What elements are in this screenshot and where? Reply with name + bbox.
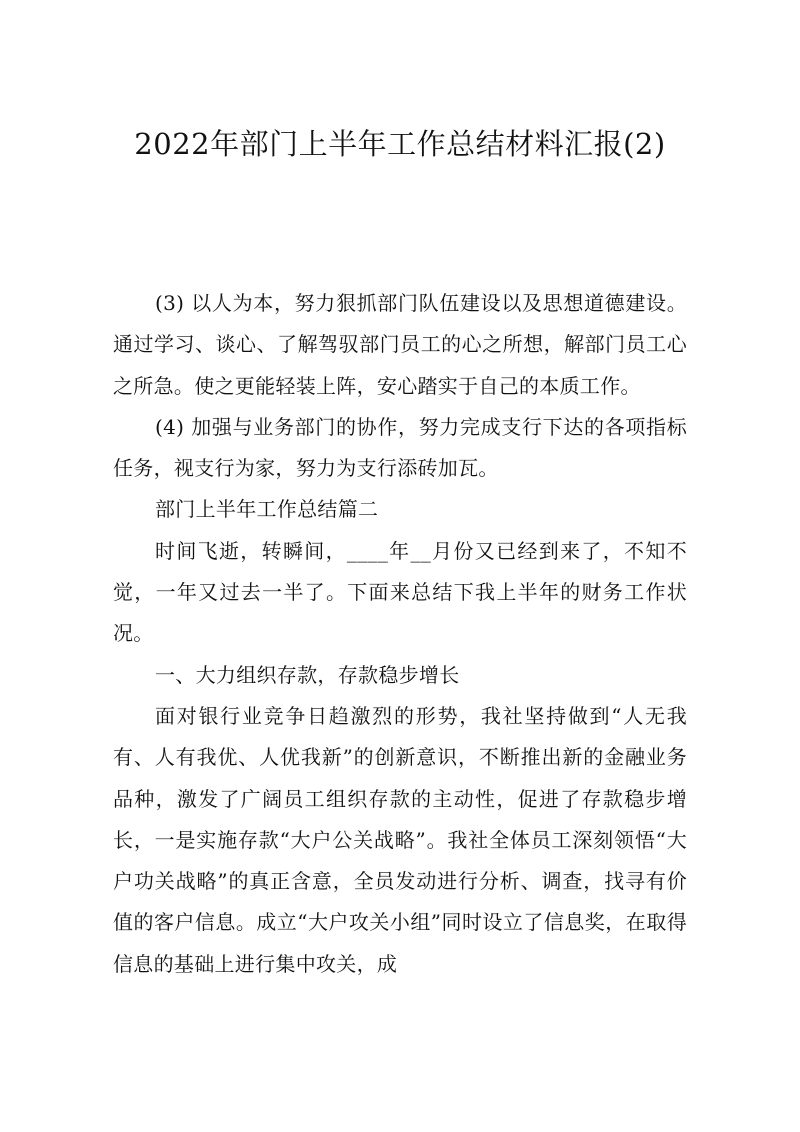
paragraph-1: (3) 以人为本，努力狠抓部门队伍建设以及思想道德建设。通过学习、谈心、了解驾驭部门员工的心之所想，解部门员工心之所急。使之更能轻装上阵，安心踏实于自己的本质工作。	[113, 291, 687, 398]
section-heading: 部门上半年工作总结篇二	[155, 497, 379, 522]
paragraph-2: (4) 加强与业务部门的协作，努力完成支行下达的各项指标任务，视支行为家，努力为支行添砖加瓦。	[113, 414, 687, 481]
document-title: 2022年部门上半年工作总结材料汇报(2)	[134, 127, 666, 161]
document-body	[113, 283, 687, 985]
paragraph-3: 时间飞逝，转瞬间，____年__月份又已经到来了，不知不觉，一年又过去一半了。下面来总结下我上半年的财务工作状况。	[113, 538, 687, 646]
subsection-heading: 一、大力组织存款，存款稳步增长	[155, 662, 460, 687]
paragraph-4: 面对银行业竞争日趋激烈的形势，我社坚持做到“人无我有、人有我优、人优我新”的创新意识，不断推出新的金融业务品种，激发了广阔员工组织存款的主动性，促进了存款稳步增长，一是实施存款“大户公关战略”。我社全体员工深刻领悟“大户功关战略”的真正含意，全员发动进行分析、调查，找寻有价值的客户信息。成立“大户攻关小组”同时设立了信息奖，在取得信息的基础上进行集中攻关，成	[113, 703, 687, 976]
